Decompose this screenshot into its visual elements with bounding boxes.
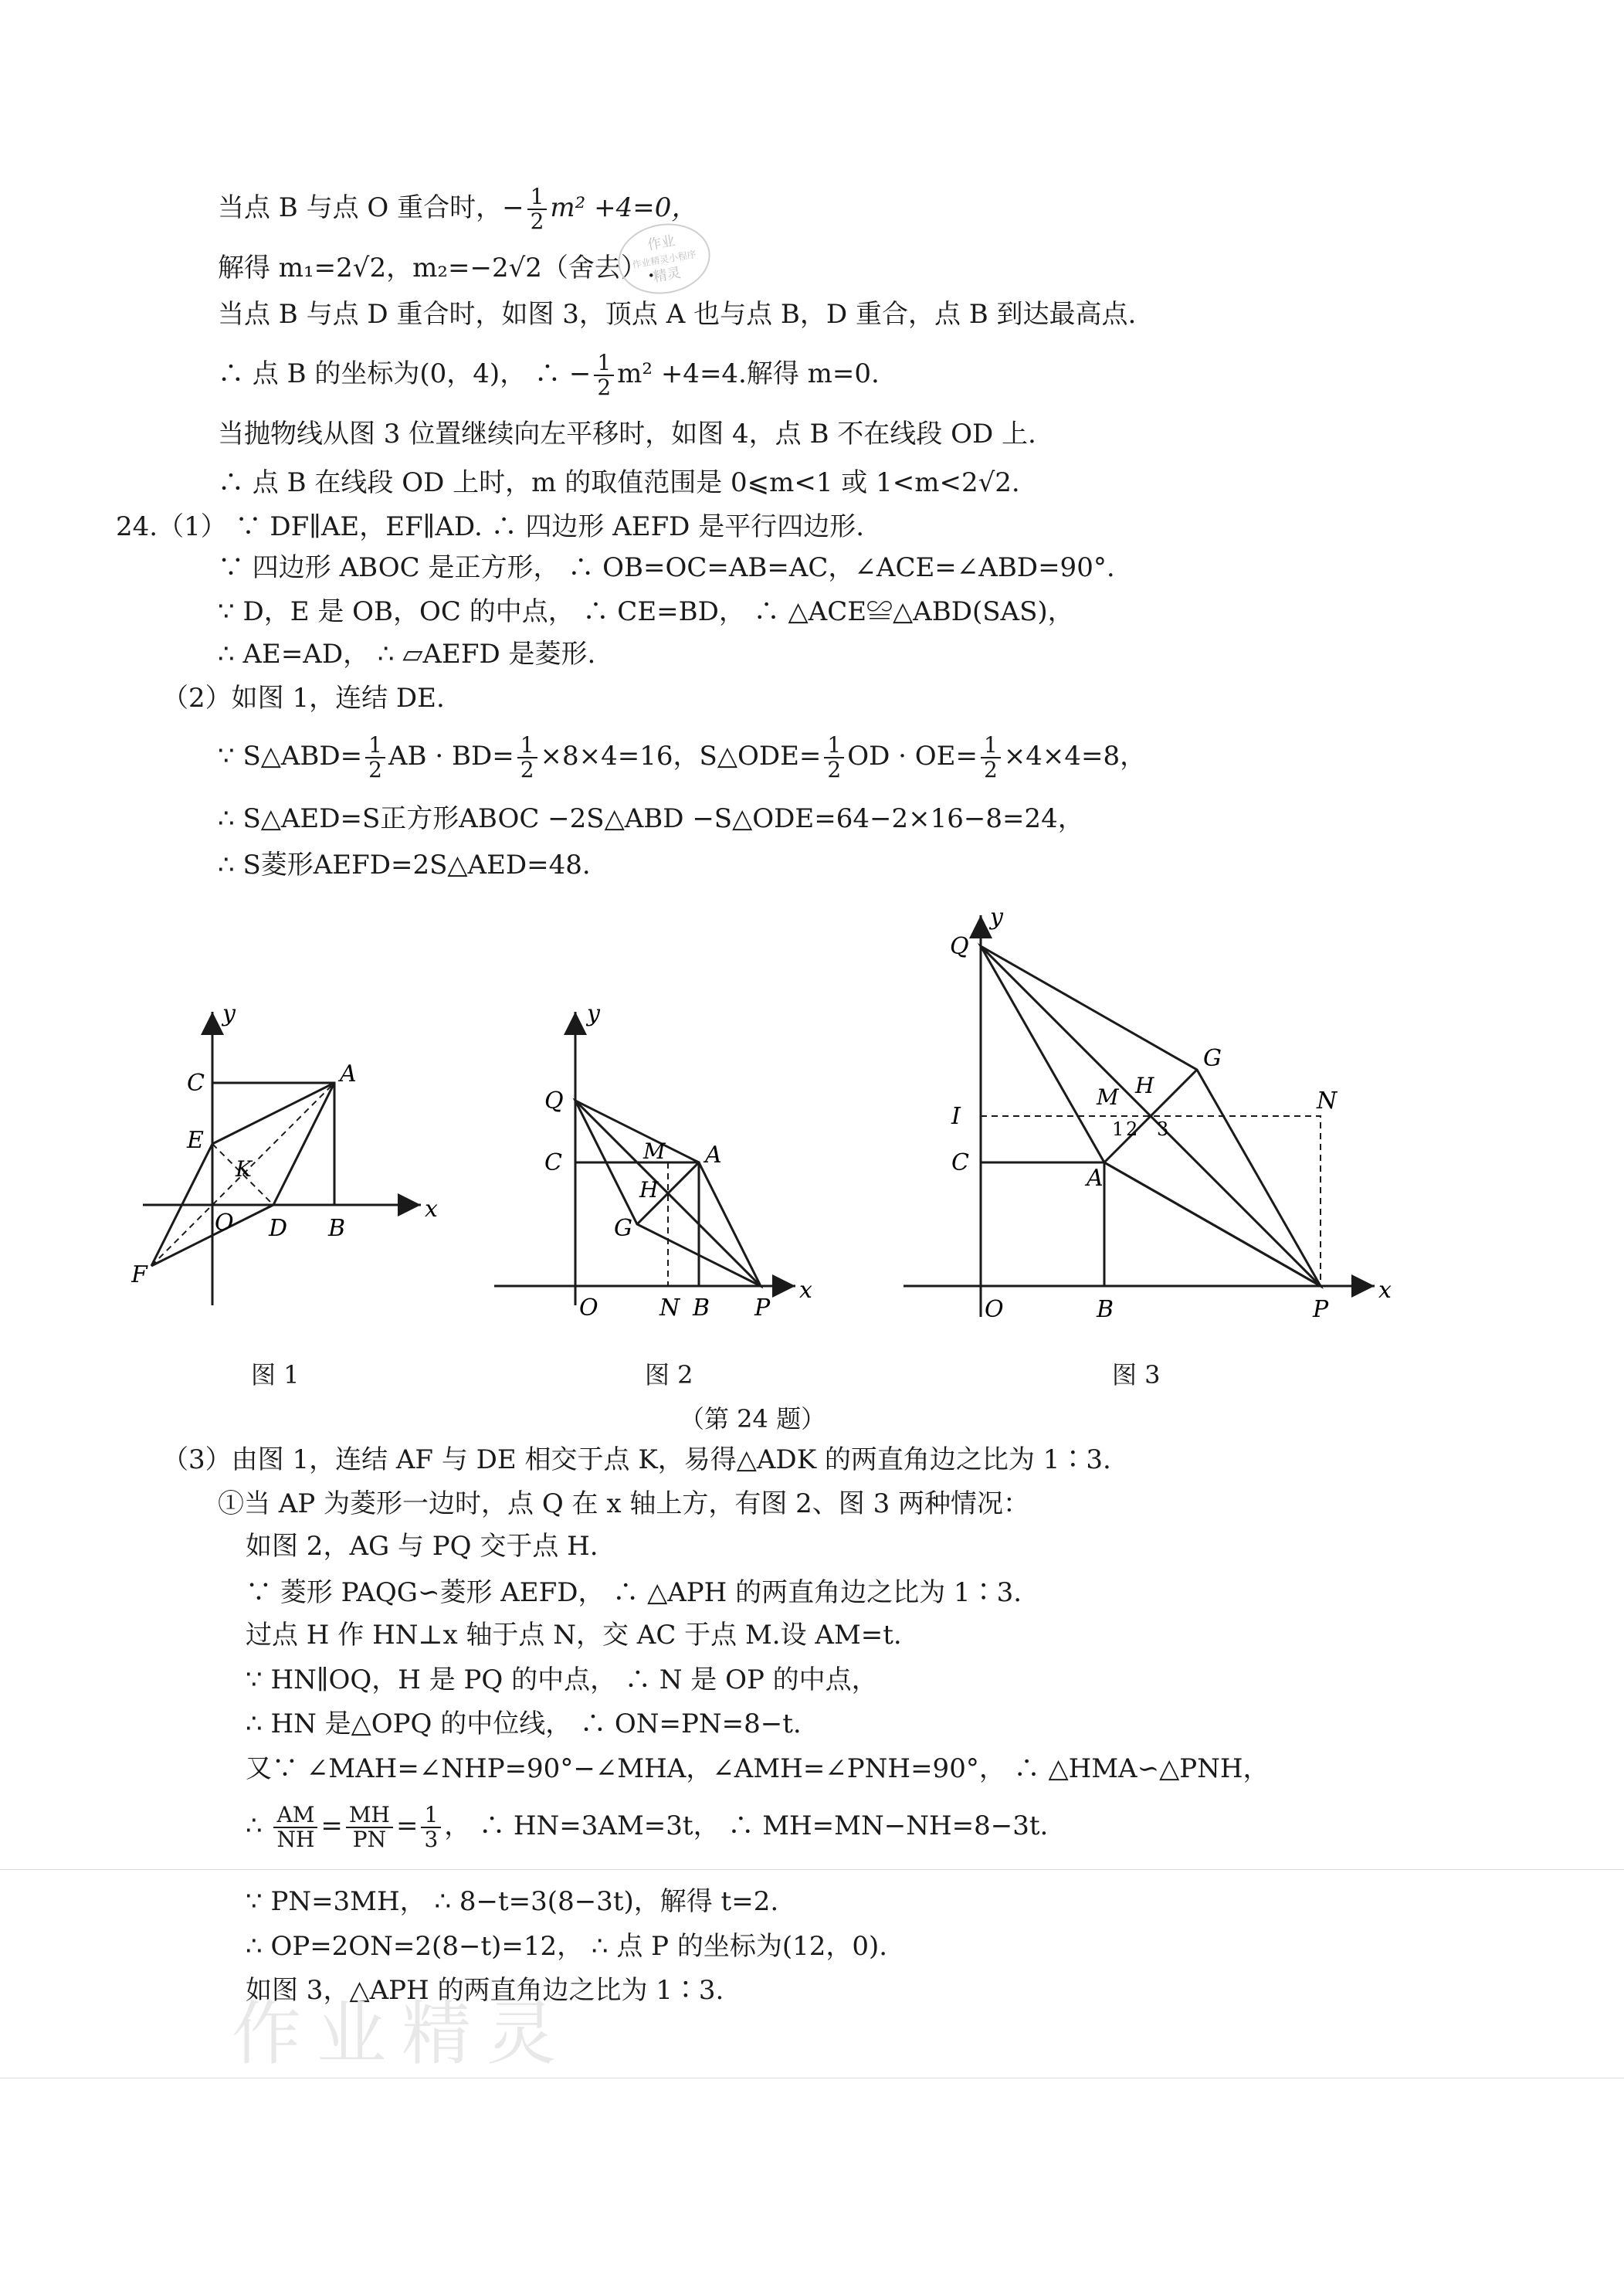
dashed-i-n — [981, 1116, 1321, 1286]
figure-3-caption: 图 3 — [1112, 1360, 1161, 1389]
label-i: I — [951, 1103, 961, 1130]
text-line-6: ∴ 点 B 在线段 OD 上时，m 的取值范围是 0⩽m<1 或 1<m<2√2. — [218, 467, 1020, 498]
text-line-14: ∴ S菱形AEFD=2S△AED=48. — [218, 850, 591, 881]
figure-1 — [131, 996, 456, 1336]
text-line-24: ∵ PN=3MH， ∴ 8−t=3(8−3t)，解得 t=2. — [246, 1886, 779, 1917]
text-line-7: 24.（1） ∵ DF∥AE，EF∥AD. ∴ 四边形 AEFD 是平行四边形. — [116, 511, 865, 542]
stamp-logo: 作业 作业精灵小程序 精灵 — [612, 216, 716, 300]
label-n: N — [659, 1294, 680, 1322]
label-b: B — [693, 1294, 710, 1322]
fraction: $\frac{1}{2}$ — [527, 185, 548, 233]
label-x: x — [425, 1196, 438, 1223]
text-line-8: ∵ 四边形 ABOC 是正方形， ∴ OB=OC=AB=AC，∠ACE=∠ABD=90°. — [218, 552, 1115, 583]
text-line-18: ∵ 菱形 PAQG∽菱形 AEFD， ∴ △APH 的两直角边之比为 1∶3. — [246, 1577, 1022, 1608]
fraction: $\frac{1}{2}$ — [824, 734, 844, 782]
label-o: O — [985, 1296, 1004, 1323]
label-c: C — [187, 1070, 205, 1097]
label-q: Q — [544, 1087, 564, 1115]
label-h: H — [639, 1177, 659, 1203]
segment-ap — [1104, 1162, 1321, 1286]
label-k: K — [236, 1156, 252, 1182]
label-c: C — [544, 1149, 562, 1176]
text-line-12: ∵ S△ABD= $\frac{1}{2}$ AB · BD= $\frac{1}{2}$ ×8×4=16，S△ODE= $\frac{1}{2}$ OD · OE= $\frac{1}{2}$ ×4×4=8， — [218, 732, 1147, 782]
fraction: $\frac{AM}{NH}$ — [273, 1803, 317, 1851]
text-line-17: 如图 2，AG 与 PQ 交于点 H. — [246, 1531, 598, 1562]
watermark: 作业精灵 — [232, 1993, 571, 2075]
angle-label-1: 1 — [1112, 1118, 1124, 1140]
fraction: $\frac{1}{2}$ — [981, 734, 1001, 782]
label-q: Q — [950, 933, 969, 960]
text-line-21: ∴ HN 是△OPQ 的中位线， ∴ ON=PN=8−t. — [246, 1708, 802, 1739]
text-line-25: ∴ OP=2ON=2(8−t)=12， ∴ 点 P 的坐标为(12，0). — [246, 1931, 888, 1962]
text-line-16: ①当 AP 为菱形一边时，点 Q 在 x 轴上方，有图 2、图 3 两种情况： — [218, 1488, 1030, 1519]
label-b: B — [328, 1215, 346, 1242]
figure-1-caption: 图 1 — [251, 1360, 300, 1389]
label-x: x — [799, 1277, 812, 1304]
text-line-9: ∵ D，E 是 OB，OC 的中点， ∴ CE=BD， ∴ △ACE≌△ABD(SAS)， — [218, 596, 1074, 627]
text-line-26: 如图 3，△APH 的两直角边之比为 1∶3. — [246, 1975, 724, 2006]
text-line-4: ∴ 点 B 的坐标为(0，4)， ∴ − $\frac{1}{2}$ m² +4=4.解得 m=0. — [218, 350, 880, 400]
angle-label-2: 2 — [1126, 1118, 1138, 1140]
label-a: A — [705, 1142, 722, 1169]
figure-3 — [904, 900, 1398, 1340]
label-b: B — [1097, 1296, 1114, 1323]
page-divider — [0, 1869, 1624, 1870]
text-line-10: ∴ AE=AD， ∴ ▱AEFD 是菱形. — [218, 639, 596, 670]
segment-da — [273, 1083, 334, 1205]
square-abo — [981, 1162, 1104, 1286]
label-g: G — [614, 1215, 632, 1242]
figure-2-caption: 图 2 — [645, 1360, 693, 1389]
fraction: $\frac{MH}{PN}$ — [346, 1803, 393, 1851]
label-m: M — [1097, 1084, 1119, 1110]
label-p: P — [1313, 1296, 1329, 1323]
text-line-1: 当点 B 与点 O 重合时，− $\frac{1}{2}$ m² +4=0， — [218, 184, 698, 234]
text-line-3: 当点 B 与点 D 重合时，如图 3，顶点 A 也与点 B，D 重合，点 B 到达最高点. — [218, 299, 1137, 330]
label-p: P — [754, 1294, 771, 1322]
label-y: y — [587, 1000, 600, 1027]
label-m: M — [643, 1138, 666, 1164]
segment-ea — [212, 1083, 334, 1144]
fraction: $\frac{1}{2}$ — [365, 734, 385, 782]
label-h: H — [1135, 1073, 1154, 1098]
fraction: $\frac{1}{2}$ — [517, 734, 537, 782]
label-d: D — [269, 1215, 288, 1242]
figure-group-caption: （第 24 题） — [680, 1404, 826, 1434]
label-a: A — [340, 1060, 357, 1087]
label-o: O — [579, 1294, 598, 1322]
figure-2 — [494, 996, 826, 1336]
text-line-22: 又∵ ∠MAH=∠NHP=90°−∠MHA，∠AMH=∠PNH=90°， ∴ △HMA∽△PNH， — [246, 1753, 1270, 1784]
label-o: O — [215, 1210, 234, 1237]
label-y: y — [990, 904, 1003, 931]
text-line-15: （3）由图 1，连结 AF 与 DE 相交于点 K，易得△ADK 的两直角边之比为 1∶3. — [162, 1444, 1111, 1475]
label-c: C — [951, 1149, 969, 1176]
label-g: G — [1203, 1045, 1222, 1072]
text-line-19: 过点 H 作 HN⊥x 轴于点 N，交 AC 于点 M.设 AM=t. — [246, 1620, 902, 1651]
text-line-20: ∵ HN∥OQ，H 是 PQ 的中点， ∴ N 是 OP 的中点， — [246, 1664, 878, 1695]
fraction: $\frac{1}{2}$ — [594, 351, 614, 399]
text-line-23: ∴ $\frac{AM}{NH}$ = $\frac{MH}{PN}$ = $\frac{1}{3}$ ， ∴ HN=3AM=3t， ∴ MH=MN−NH=8−3t. — [246, 1802, 1049, 1852]
label-a: A — [1087, 1165, 1104, 1192]
fraction: $\frac{1}{3}$ — [421, 1803, 441, 1851]
text-line-2: 解得 m₁=2√2，m₂=−2√2（舍去）. — [218, 253, 656, 283]
label-n: N — [1317, 1087, 1338, 1115]
label-y: y — [222, 1000, 236, 1027]
text-line-5: 当抛物线从图 3 位置继续向左平移时，如图 4，点 B 不在线段 OD 上. — [218, 419, 1036, 450]
text-line-13: ∴ S△AED=S正方形ABOC −2S△ABD −S△ODE=64−2×16−8=24， — [218, 803, 1084, 834]
label-e: E — [187, 1127, 204, 1154]
label-f: F — [131, 1261, 147, 1288]
label-x: x — [1378, 1277, 1392, 1304]
angle-label-3: 3 — [1157, 1118, 1169, 1140]
text-line-11: （2）如图 1，连结 DE. — [162, 683, 445, 714]
